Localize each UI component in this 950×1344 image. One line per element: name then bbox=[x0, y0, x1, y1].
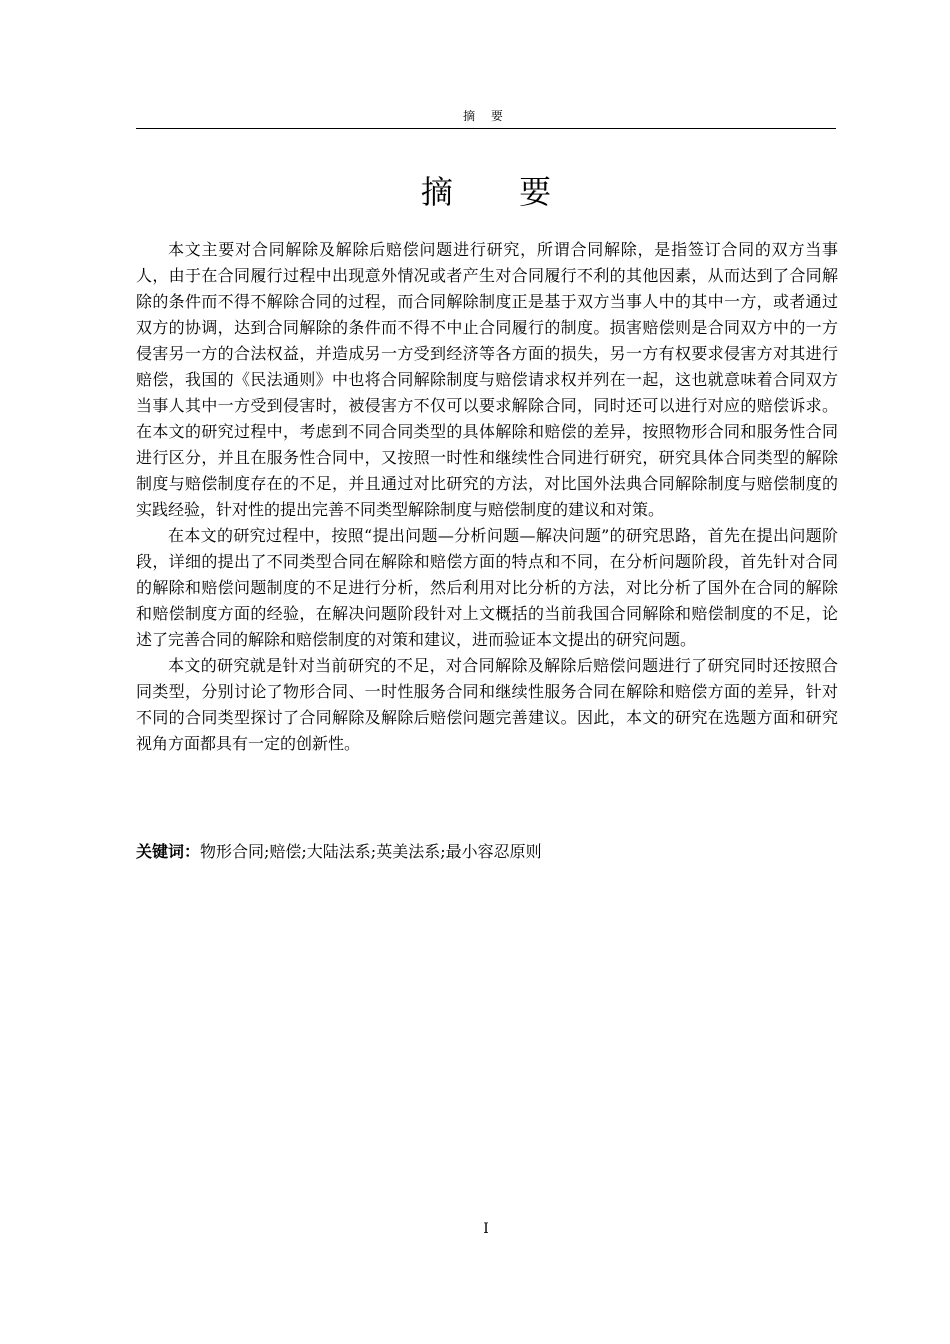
keywords-line bbox=[136, 840, 836, 864]
header-rule bbox=[136, 128, 836, 129]
abstract-paragraph-2: 在本文的研究过程中，按照“提出问题—分析问题—解决问题”的研究思路，首先在提出问题阶段，详细的提出了不同类型合同在解除和赔偿方面的特点和不同，在分析问题阶段，首先针对合同的解除和赔偿问题制度的不足进行分析，然后利用对比分析的方法，对比分析了国外在合同的解除和赔偿制度方面的经验，在解决问题阶段针对上文概括的当前我国合同解除和赔偿制度的不足，论述了完善合同的解除和赔偿制度的对策和建议，进而验证本文提出的研究问题。 bbox=[136, 526, 838, 649]
running-header: 摘 要 bbox=[463, 109, 509, 123]
keywords-label: 关键词： bbox=[136, 842, 201, 861]
abstract-body bbox=[136, 237, 838, 757]
page-title: 摘 要 bbox=[420, 173, 580, 211]
keywords-value: 物形合同;赔偿;大陆法系;英美法系;最小容忍原则 bbox=[200, 842, 542, 861]
abstract-paragraph-1: 本文主要对合同解除及解除后赔偿问题进行研究，所谓合同解除，是指签订合同的双方当事人，由于在合同履行过程中出现意外情况或者产生对合同履行不利的其他因素，从而达到了合同解除的条件而不得不解除合同的过程，而合同解除制度正是基于双方当事人中的其中一方，或者通过双方的协调，达到合同解除的条件而不得不中止合同履行的制度。损害赔偿则是合同双方中的一方侵害另一方的合法权益，并造成另一方受到经济等各方面的损失，另一方有权要求侵害方对其进行赔偿，我国的《民法通则》中也将合同解除制度与赔偿请求权并列在一起，这也就意味着合同双方当事人其中一方受到侵害时，被侵害方不仅可以要求解除合同，同时还可以进行对应的赔偿诉求。在本文的研究过程中，考虑到不同合同类型的具体解除和赔偿的差异，按照物形合同和服务性合同进行区分，并且在服务性合同中，又按照一时性和继续性合同进行研究，研究具体合同类型的解除制度与赔偿制度存在的不足，并且通过对比研究的方法，对比国外法典合同解除制度与赔偿制度的实践经验，针对性的提出完善不同类型解除制度与赔偿制度的建议和对策。 bbox=[136, 240, 838, 519]
page-number: I bbox=[483, 1221, 489, 1237]
abstract-paragraph-3: 本文的研究就是针对当前研究的不足，对合同解除及解除后赔偿问题进行了研究同时还按照合同类型，分别讨论了物形合同、一时性服务合同和继续性服务合同在解除和赔偿方面的差异，针对不同的合同类型探讨了合同解除及解除后赔偿问题完善建议。因此，本文的研究在选题方面和研究视角方面都具有一定的创新性。 bbox=[136, 656, 838, 753]
